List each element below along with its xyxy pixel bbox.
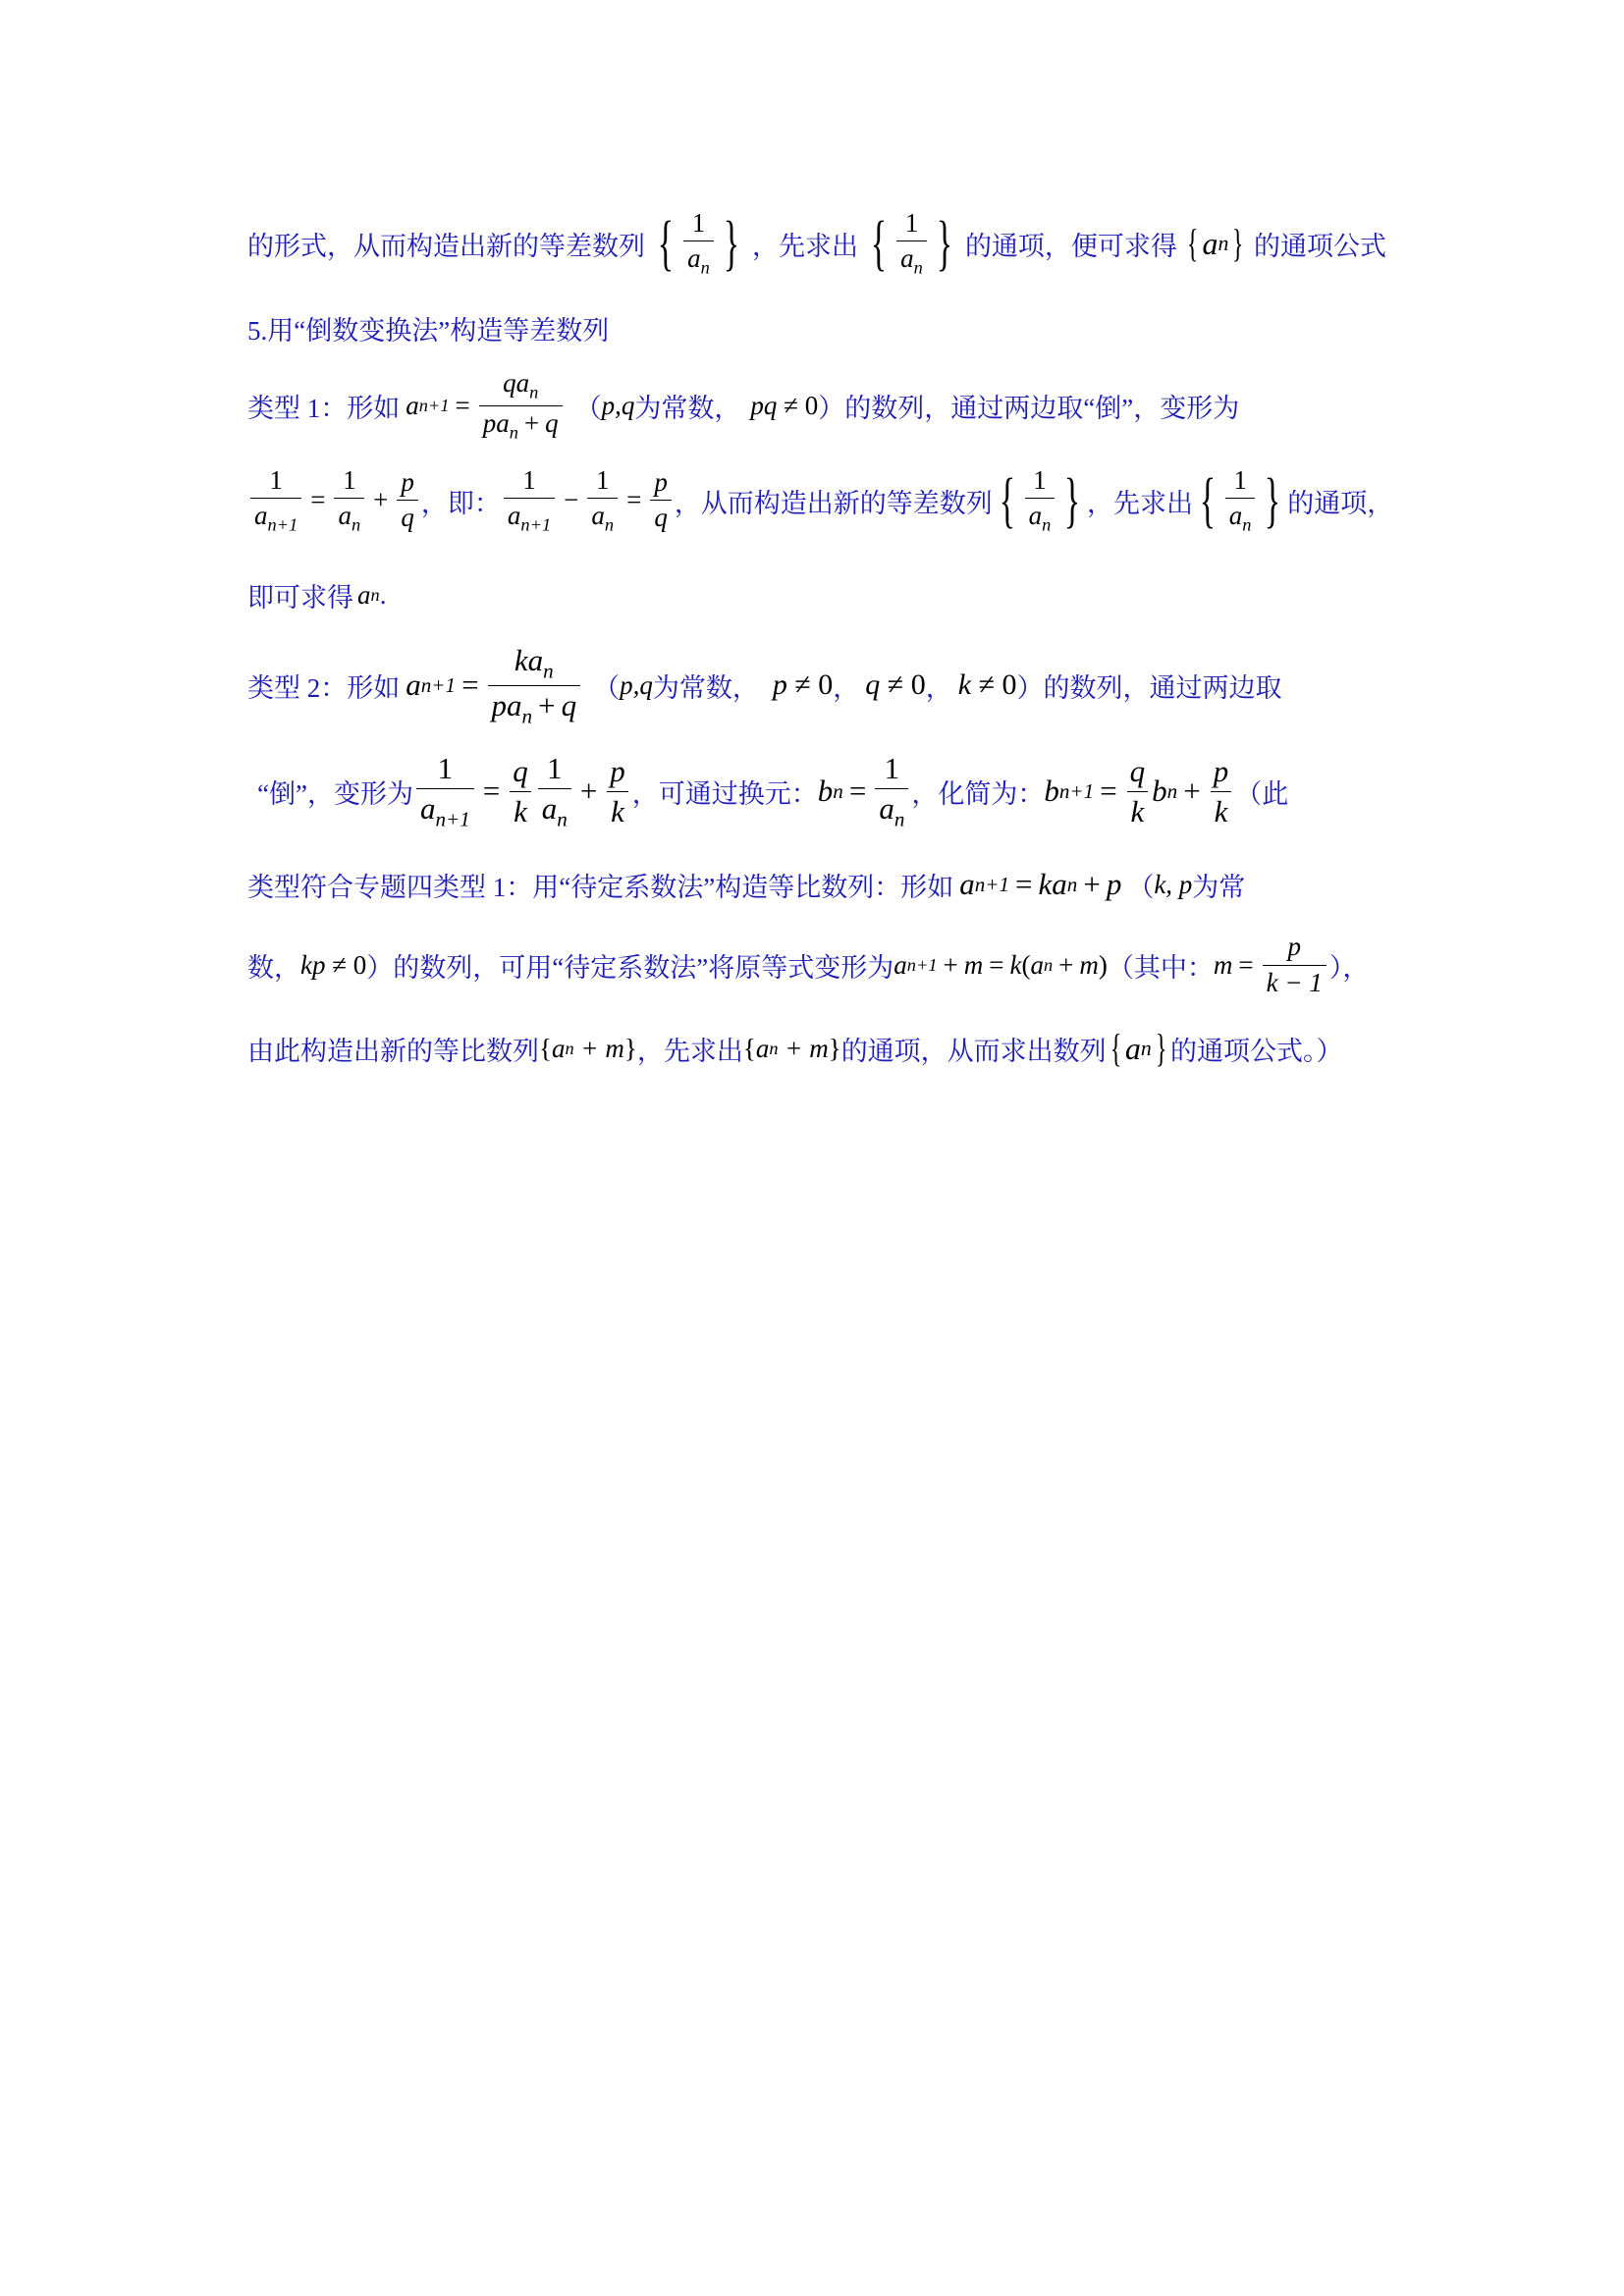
m-definition: m = $\frac{p}{k - 1}$	[1214, 932, 1329, 997]
equation-reciprocal: $\frac{1}{a_{n+1}}$ = $\frac{1}{a_n}$ + $\frac{p}{q}$	[247, 465, 421, 536]
line-1	[247, 208, 1386, 278]
line-7: “倒”，变形为 $\frac{1}{a_{n+1}}$ = $\frac{q}{k}$ $\frac{1}{a_n}$ + $\frac{p}{k}$ ，可通过换元： b n = $\frac{1}{a_n}$ ，化简为： b n+1 = $\frac{q}{k}$ b n + $\frac{p}{k}$ （此	[257, 751, 1289, 831]
line-8: 类型符合专题四类型 1：用“待定系数法”构造等比数列：形如 a n+1 = k a n + p （ k, p 为常	[247, 867, 1246, 902]
equation-difference: $\frac{1}{a_{n+1}}$ − $\frac{1}{a_n}$ = $\frac{p}{q}$	[501, 465, 675, 536]
equation-type-2: $\frac{1}{a_{n+1}}$ = $\frac{q}{k}$ $\frac{1}{a_n}$ + $\frac{p}{k}$	[413, 751, 632, 830]
line-2-heading	[247, 306, 1386, 349]
text: ，先求出	[751, 231, 858, 261]
line-6: 类型 2：形如 a n+1 = $\frac{ka_n}{pa_n + q}$ （ p,q 为常数， p ≠ 0 ， q ≠ 0 ， k ≠ 0 ）的数列，通过两边取	[247, 642, 1282, 727]
fraction: $\frac{1}{a_n}$	[683, 208, 714, 279]
formula-type-2: a n+1 = $\frac{ka_n}{pa_n + q}$	[406, 643, 583, 727]
text: 的通项，便可求得	[964, 231, 1177, 261]
line-4: $\frac{1}{a_{n+1}}$ = $\frac{1}{a_n}$ + $\frac{p}{q}$ ，即： $\frac{1}{a_{n+1}}$ − $\frac{1}{a_n}$ = $\frac{p}{q}$ ，从而构造出新的等差数列 { $\frac{1}{a_n}$ } ，先求出 { $\frac{1}{a_n}$ } 的通项，	[247, 461, 1386, 540]
line-5: 即可求得 a n .	[247, 579, 387, 613]
transformed-equation: a n+1 + m = k ( a n + m )	[893, 949, 1108, 980]
text: 的形式，从而构造出新的等差数列	[247, 231, 645, 261]
formula-a-n-plus-1: a n+1 = $\frac{qa_n}{pa_n + q}$	[406, 368, 565, 443]
section-heading: 5.用“倒数变换法”构造等差数列	[247, 315, 610, 346]
line-3: 类型 1：形如 a n+1 = $\frac{qa_n}{pa_n + q}$ （ p,q 为常数， pq ≠ 0 ）的数列，通过两边取“倒”，变形为	[247, 367, 1240, 442]
line-10: 由此构造出新的等比数列 { a n + m } ，先求出 { a n + m } 的通项，从而求出数列 { a n } 的通项公式。）	[247, 1026, 1343, 1070]
set-1-over-an: { $\frac{1}{a_n}$ }	[658, 208, 739, 278]
set-1-over-an: { $\frac{1}{a_n}$ }	[871, 208, 952, 278]
line-9: 数， kp ≠ 0 ）的数列，可用“待定系数法”将原等式变形为 a n+1 + m = k ( a n + m ) （其中： m = $\frac{p}{k - 1}$ ），	[247, 932, 1370, 997]
set-an: { a n }	[1187, 221, 1244, 265]
text: 的通项公式	[1253, 231, 1386, 261]
simplified-equation: b n+1 = $\frac{q}{k}$ b n + $\frac{p}{k}$	[1044, 754, 1235, 828]
substitution: b n = $\frac{1}{a_n}$	[818, 751, 912, 830]
